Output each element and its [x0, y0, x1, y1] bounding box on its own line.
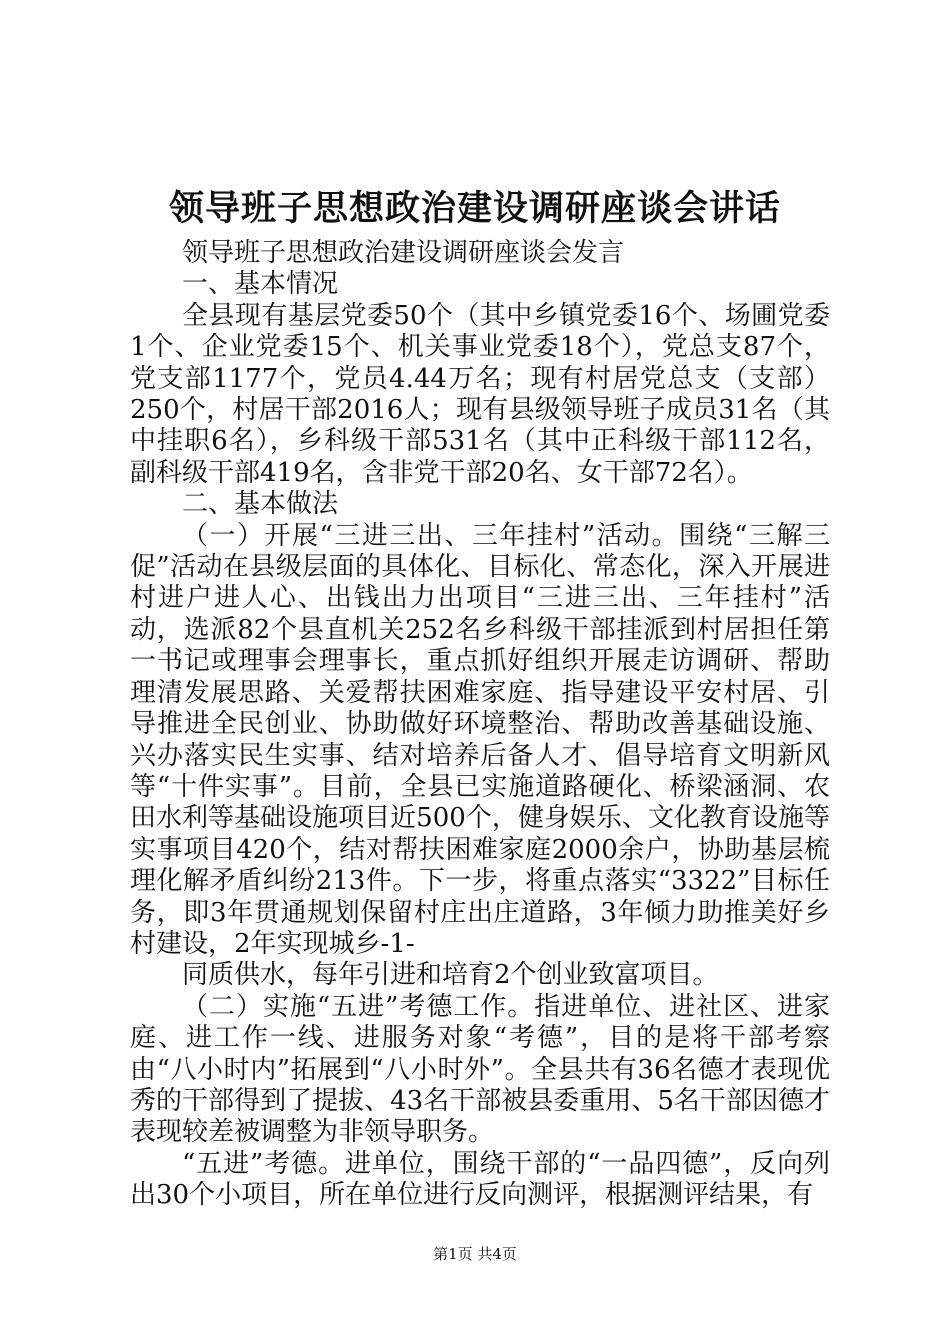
paragraph-continuation: 同质供水，每年引进和培育2个创业致富项目。	[182, 960, 719, 991]
page-footer: 第1页 共4页	[433, 1245, 517, 1263]
paragraph-practice-one: （一）开展“三进三出、三年挂村”活动。围绕“三解三促”活动在县级层面的具体化、目标化、常态化，深入开展进村进户进人心、出钱出力出项目“三进三出、三年挂村”活动，选派82个县直机关252名乡科级干部挂派到村居担任第一书记或理事会理事长，重点抓好组织开展走访调研、帮助理清发展思路、关爱帮扶困难家庭、指导建设平安村居、引导推进全民创业、协助做好环境整治、帮助改善基础设施、兴办落实民生实事、结对培养后备人才、倡导培育文明新风等“十件实事”。目前，全县已实施道路硬化、桥梁涵洞、农田水利等基础设施项目近500个，健身娱乐、文化教育设施等实事项目420个，结对帮扶困难家庭2000余户，协助基层梳理化解矛盾纠纷213件。下一步，将重点落实“3322”目标任务，即3年贯通规划保留村庄出庄道路，3年倾力助推美好乡村建设，2年实现城乡-1-	[130, 520, 830, 959]
subtitle-paragraph: 领导班子思想政治建设调研座谈会发言	[182, 238, 625, 268]
paragraph-five-evaluations: “五进”考德。进单位，围绕干部的“一品四德”，反向列出30个小项目，所在单位进行反向测评，根据测评结果，有	[130, 1148, 830, 1211]
section-heading-basic-situation: 一、基本情况	[182, 269, 339, 300]
document-body	[130, 238, 830, 1212]
document-title: 领导班子思想政治建设调研座谈会讲话	[168, 188, 781, 229]
paragraph-practice-two: （二）实施“五进”考德工作。指进单位、进社区、进家庭、进工作一线、进服务对象“考德”，目的是将干部考察由“八小时内”拓展到“八小时外”。全县共有36名德才表现优秀的干部得到了提拔、43名干部被县委重用、5名干部因德才表现较差被调整为非领导职务。	[130, 991, 830, 1148]
paragraph-basic-situation: 全县现有基层党委50个（其中乡镇党委16个、场圃党委1个、企业党委15个、机关事业党委18个），党总支87个，党支部1177个，党员4.44万名；现有村居党总支（支部）250个，村居干部2016人；现有县级领导班子成员31名（其中挂职6名），乡科级干部531名（其中正科级干部112名，副科级干部419名，含非党干部20名、女干部72名）。	[130, 300, 830, 488]
section-heading-basic-practices: 二、基本做法	[182, 489, 339, 520]
